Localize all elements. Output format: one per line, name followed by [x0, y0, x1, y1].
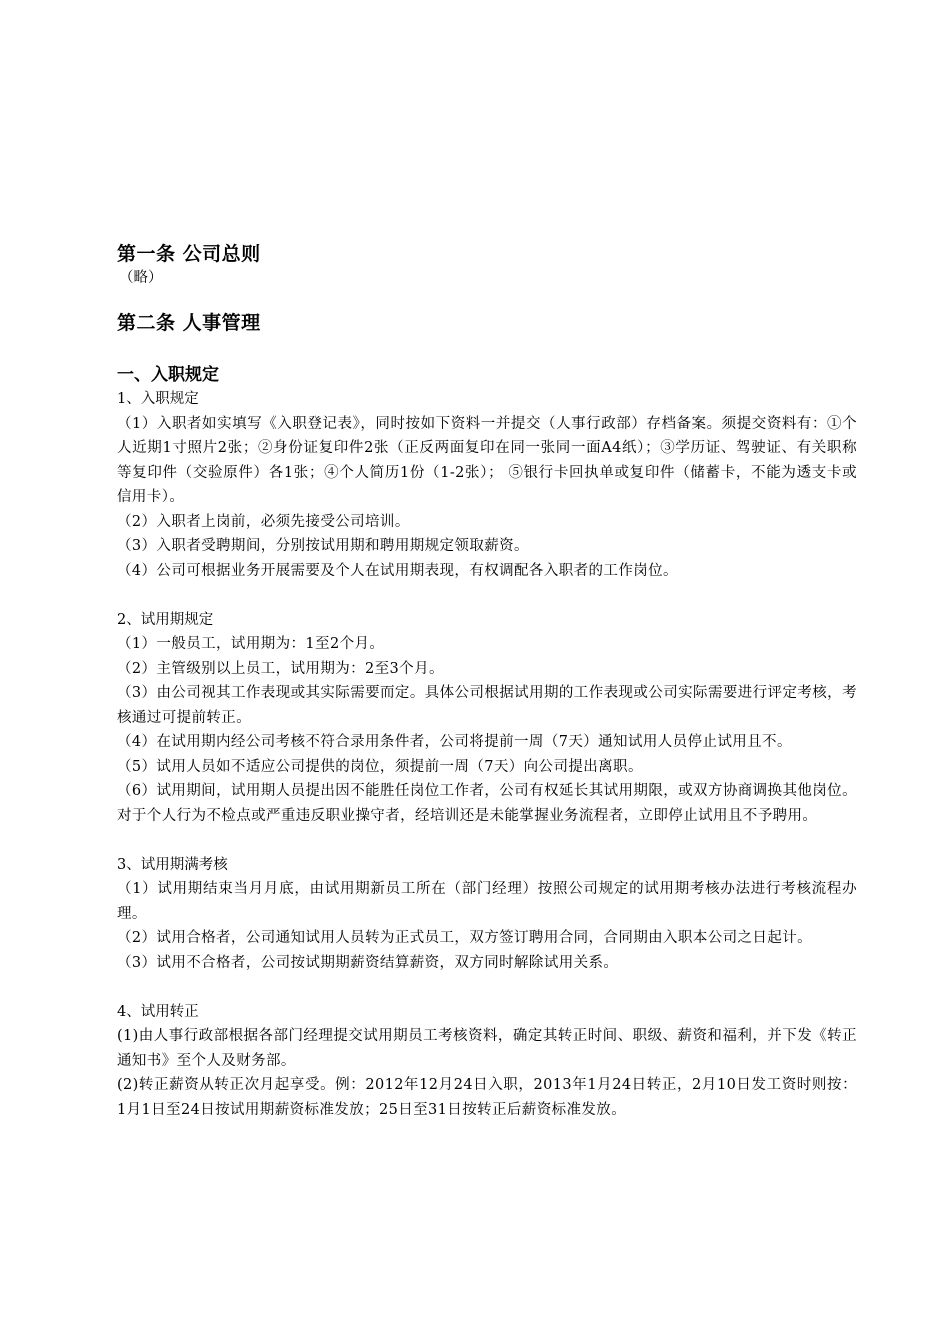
paragraph: （3）由公司视其工作表现或其实际需要而定。具体公司根据试用期的工作表现或公司实际需要进行评定考核，考核通过可提前转正。	[117, 685, 857, 726]
article-1-note: （略）	[119, 270, 163, 286]
paragraph: （1）入职者如实填写《入职登记表》，同时按如下资料一并提交（人事行政部）存档备案。须提交资料有：①个人近期1寸照片2张；②身份证复印件2张（正反两面复印在同一张同一面A4纸）；③学历证、驾驶证、有关职称等复印件（交验原件）各1张；④个人简历1份（1-2张）； ⑤银行卡回执单或复印件（储蓄卡，不能为透支卡或信用卡）。	[117, 415, 857, 505]
subsection-title: 2、试用期规定	[117, 611, 214, 628]
subsection-title: 3、试用期满考核	[117, 856, 228, 873]
block-probation-rules	[117, 608, 857, 829]
paragraph: （1）一般员工，试用期为：1至2个月。	[117, 636, 385, 652]
article-2-title: 第二条 人事管理	[117, 312, 261, 334]
subsection-title: 4、试用转正	[117, 1003, 199, 1020]
paragraph: （2）试用合格者，公司通知试用人员转为正式员工，双方签订聘用合同，合同期由入职本公司之日起计。	[117, 930, 813, 946]
paragraph: （1）试用期结束当月月底，由试用期新员工所在（部门经理）按照公司规定的试用期考核办法进行考核流程办理。	[117, 881, 857, 922]
block-probation-conversion	[117, 1000, 857, 1123]
paragraph: （3）入职者受聘期间，分别按试用期和聘用期规定领取薪资。	[117, 538, 529, 554]
paragraph: （4）在试用期内经公司考核不符合录用条件者，公司将提前一周（7天）通知试用人员停止试用且不。	[117, 734, 792, 750]
paragraph: （2）入职者上岗前，必须先接受公司培训。	[117, 513, 410, 530]
paragraph: （4）公司可根据业务开展需要及个人在试用期表现，有权调配各入职者的工作岗位。	[117, 562, 678, 579]
subsection-title: 1、入职规定	[117, 391, 199, 407]
paragraph: (1)由人事行政部根据各部门经理提交试用期员工考核资料，确定其转正时间、职级、薪资和福利，并下发《转正通知书》至个人及财务部。	[117, 1028, 857, 1069]
article-1-title: 第一条 公司总则	[117, 243, 261, 265]
paragraph: （6）试用期间，试用期人员提出因不能胜任岗位工作者，公司有权延长其试用期限，或双方协商调换其他岗位。对于个人行为不检点或严重违反职业操守者，经培训还是未能掌握业务流程者，立即停止试用且不予聘用。	[117, 783, 857, 824]
paragraph: （5）试用人员如不适应公司提供的岗位，须提前一周（7天）向公司提出离职。	[117, 758, 643, 775]
block-probation-assessment	[117, 853, 857, 976]
document-page	[117, 240, 857, 1147]
paragraph: （3）试用不合格者，公司按试期期薪资结算薪资，双方同时解除试用关系。	[117, 954, 619, 971]
paragraph: （2）主管级别以上员工，试用期为：2至3个月。	[117, 660, 444, 677]
paragraph: (2)转正薪资从转正次月起享受。例：2012年12月24日入职，2013年1月24日转正，2月10日发工资时则按：1月1日至24日按试用期薪资标准发放；25日至31日按转正后薪资标准发放。	[117, 1077, 857, 1118]
section-1-title: 一、入职规定	[117, 365, 219, 385]
block-onboarding-rules	[117, 387, 857, 583]
